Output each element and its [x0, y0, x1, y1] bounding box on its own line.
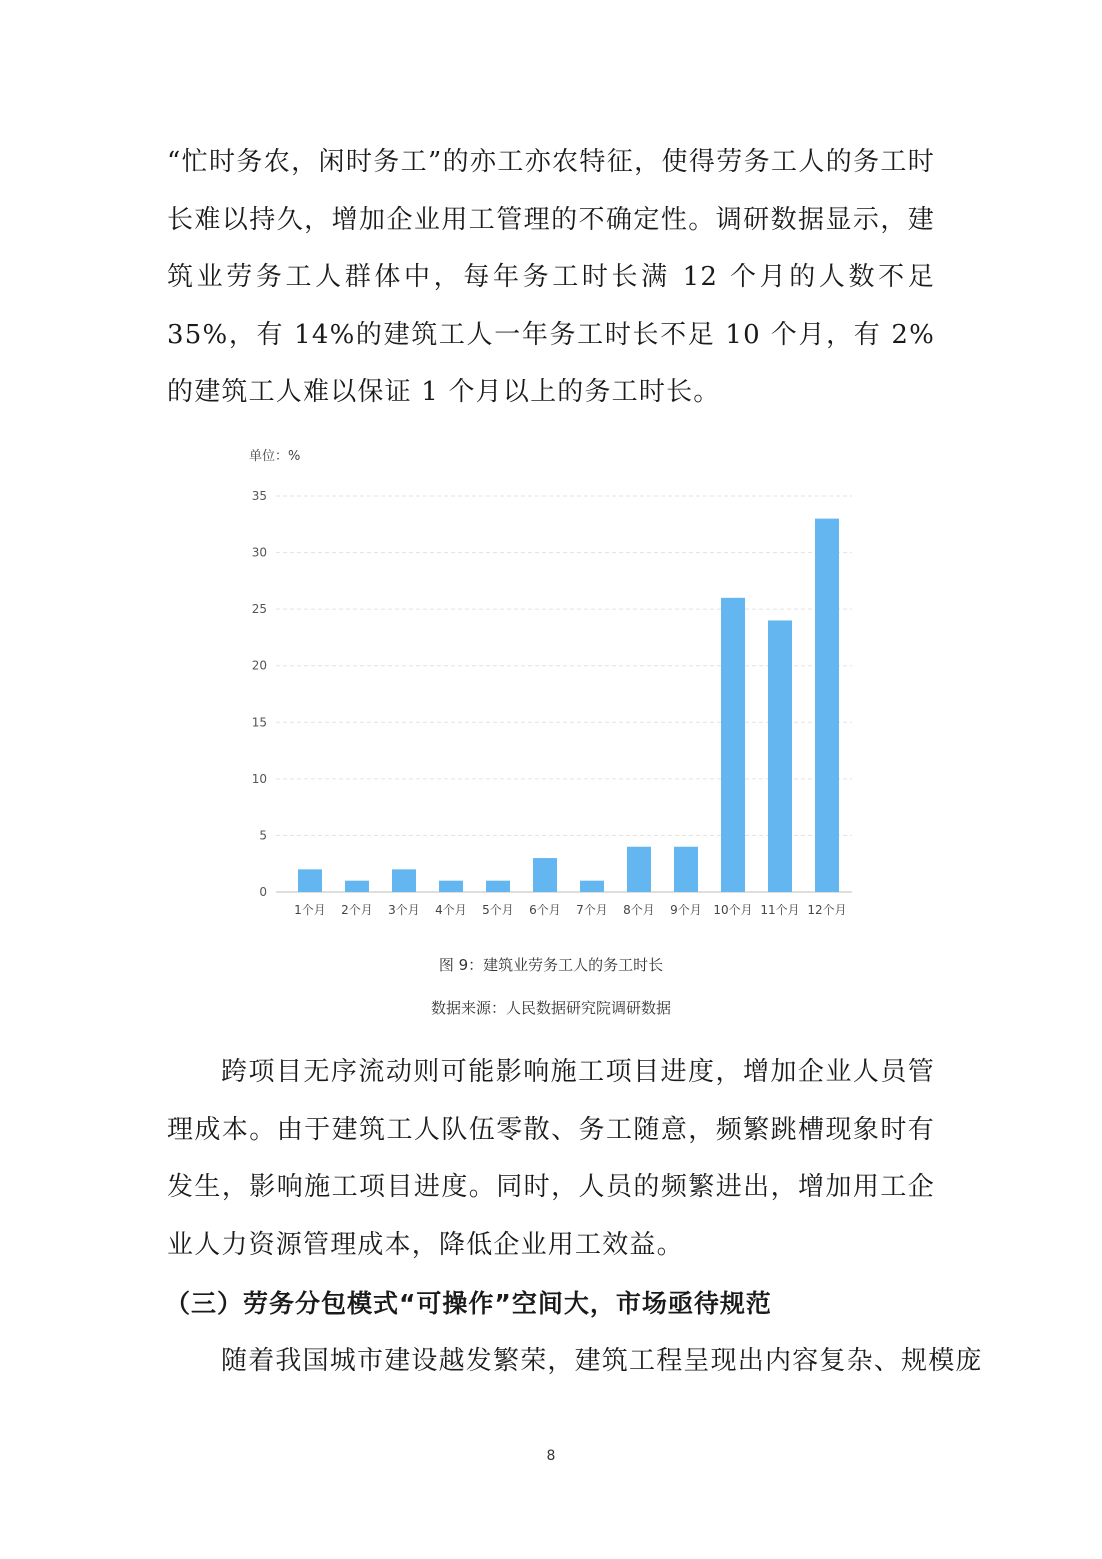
- chart-svg: [240, 440, 860, 930]
- x-tick-label: 3个月: [388, 903, 420, 917]
- chart-unit-label: 单位：%: [249, 449, 301, 464]
- bar: [392, 869, 416, 892]
- y-tick-label: 0: [259, 885, 267, 899]
- y-tick-label: 30: [251, 545, 267, 560]
- figure-source: 数据来源：人民数据研究院调研数据: [430, 999, 671, 1017]
- x-tick-label: 11个月: [760, 903, 800, 917]
- page-number: 8: [546, 1448, 556, 1464]
- x-tick-label: 2个月: [341, 903, 373, 917]
- y-tick-label: 20: [251, 658, 267, 673]
- bar: [439, 881, 463, 892]
- bar: [627, 847, 651, 892]
- x-tick-label: 4个月: [435, 903, 467, 917]
- bar-chart-work-duration: [240, 440, 860, 930]
- bar: [768, 620, 792, 892]
- x-tick-label: 5个月: [482, 903, 514, 917]
- section-heading: （三）劳务分包模式“可操作”空间大，市场亟待规范: [165, 1289, 772, 1318]
- bar: [298, 869, 322, 892]
- bar: [721, 598, 745, 892]
- x-tick-label: 8个月: [623, 903, 655, 917]
- x-tick-label: 10个月: [713, 903, 753, 917]
- bar: [815, 519, 839, 892]
- paragraph-construction: 随着我国城市建设越发繁荣，建筑工程呈现出内容复杂、规模庞: [221, 1346, 983, 1376]
- x-tick-label: 7个月: [576, 903, 608, 917]
- y-tick-label: 25: [251, 602, 267, 617]
- y-tick-label: 5: [259, 828, 267, 843]
- x-tick-label: 1个月: [294, 903, 326, 917]
- x-tick-label: 6个月: [529, 903, 561, 917]
- bar: [674, 847, 698, 892]
- bar: [486, 881, 510, 892]
- paragraph-work-duration: “忙时务农，闲时务工”的亦工亦农特征，使得劳务工人的务工时长难以持久，增加企业用工管理的不确定性。调研数据显示，建筑业劳务工人群体中，每年务工时长满 12 个月的人数不足 35%，有 14%的建筑工人一年务工时长不足 10 个月，有 2%的建筑工人难以保证 1 个月以上的务工时长。: [167, 147, 935, 407]
- bar: [580, 881, 604, 892]
- bar: [533, 858, 557, 892]
- paragraph-mobility: 跨项目无序流动则可能影响施工项目进度，增加企业人员管理成本。由于建筑工人队伍零散、务工随意，频繁跳槽现象时有发生，影响施工项目进度。同时，人员的频繁进出，增加用工企业人力资源管理成本，降低企业用工效益。: [167, 1057, 935, 1260]
- x-tick-label: 12个月: [807, 903, 847, 917]
- figure-caption: 图 9：建筑业劳务工人的务工时长: [438, 956, 664, 974]
- x-tick-label: 9个月: [670, 903, 702, 917]
- y-tick-label: 15: [251, 715, 267, 730]
- y-tick-label: 35: [251, 489, 267, 503]
- bar: [345, 881, 369, 892]
- y-tick-label: 10: [251, 771, 267, 786]
